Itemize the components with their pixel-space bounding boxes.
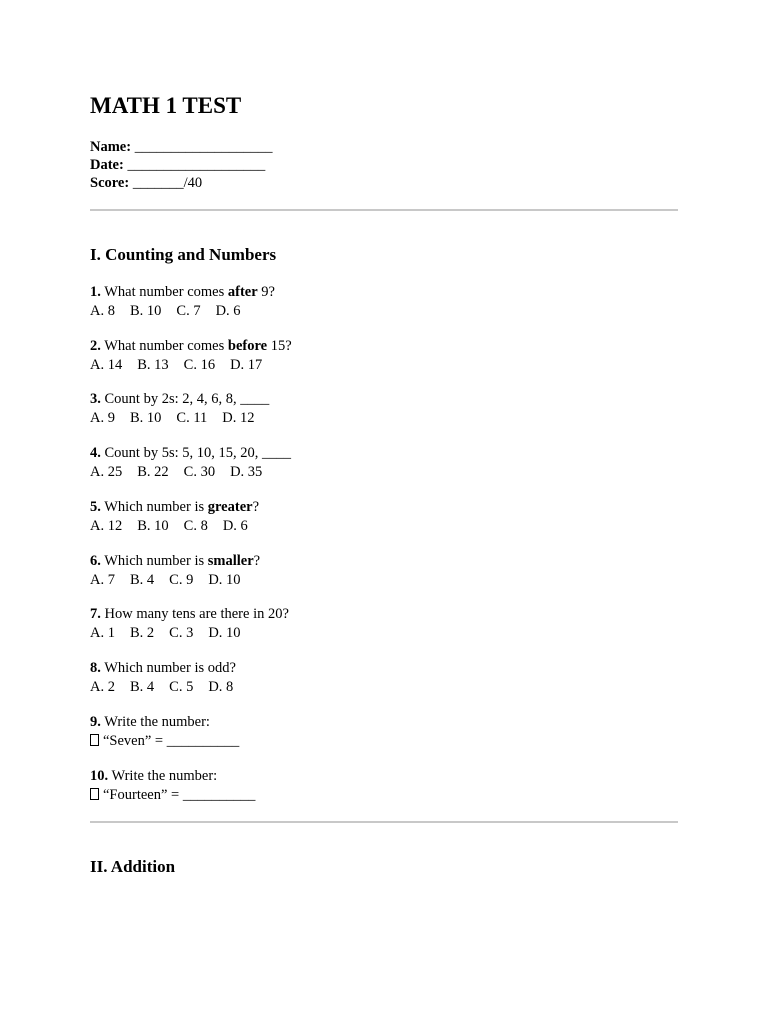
question-text: Which number is odd?: [104, 660, 236, 676]
question-text: Which number is: [104, 499, 205, 515]
option-c[interactable]: C. 5: [169, 678, 194, 695]
question-text: What number comes: [104, 338, 225, 354]
divider-bottom: [90, 821, 678, 823]
question-1-text: [90, 283, 275, 302]
option-b[interactable]: B. 10: [137, 517, 169, 534]
question-number: 3.: [90, 391, 101, 407]
question-5: [90, 498, 263, 535]
page-title: MATH 1 TEST: [90, 93, 242, 118]
question-number: 5.: [90, 499, 101, 515]
option-b[interactable]: B. 2: [129, 624, 155, 641]
question-text-end: ?: [252, 499, 259, 515]
question-number: 6.: [90, 553, 101, 569]
question-6-options: [90, 571, 260, 590]
question-number: 1.: [90, 284, 101, 300]
question-number: 9.: [90, 714, 101, 730]
option-a[interactable]: A. 12: [90, 517, 123, 534]
question-text: Write the number:: [111, 768, 218, 784]
option-a[interactable]: A. 9: [90, 409, 115, 426]
question-text-end: 9?: [261, 284, 275, 300]
checkbox-icon[interactable]: [90, 734, 99, 746]
question-1-options: [90, 302, 275, 321]
question-text: Count by 5s: 5, 10, 15, 20, ____: [104, 445, 291, 461]
emphasis-word: before: [227, 338, 268, 354]
score-label: Score:: [90, 175, 130, 191]
option-d[interactable]: D. 10: [208, 571, 241, 588]
option-d[interactable]: D. 12: [222, 409, 255, 426]
question-5-options: [90, 517, 263, 536]
section-title-counting: I. Counting and Numbers: [90, 245, 277, 264]
option-c[interactable]: C. 11: [176, 409, 208, 426]
option-c[interactable]: C. 3: [169, 624, 194, 641]
option-a[interactable]: A. 25: [90, 463, 123, 480]
question-8-options: [90, 678, 248, 697]
answer-line[interactable]: “Seven” = __________: [103, 732, 240, 749]
date-field[interactable]: ___________________: [127, 157, 266, 173]
question-10: [90, 767, 255, 804]
option-a[interactable]: A. 8: [90, 302, 115, 319]
emphasis-word: after: [227, 284, 258, 300]
question-4: [90, 444, 291, 481]
score-row: [90, 174, 272, 192]
question-10-answer: [90, 786, 255, 805]
question-10-text: [90, 767, 255, 786]
question-number: 8.: [90, 660, 101, 676]
option-a[interactable]: A. 14: [90, 356, 123, 373]
checkbox-icon[interactable]: [90, 788, 99, 800]
date-label: Date:: [90, 157, 124, 173]
question-6: [90, 552, 260, 589]
question-2-text: [90, 337, 292, 356]
score-field[interactable]: _______: [132, 175, 184, 191]
student-info: [90, 138, 272, 192]
question-3-text: [90, 390, 270, 409]
divider-top: [90, 209, 678, 211]
question-1: [90, 283, 275, 320]
option-d[interactable]: D. 35: [230, 463, 263, 480]
emphasis-word: greater: [207, 499, 253, 515]
option-b[interactable]: B. 10: [129, 302, 162, 319]
option-b[interactable]: B. 10: [129, 409, 162, 426]
question-text: Count by 2s: 2, 4, 6, 8, ____: [104, 391, 270, 407]
option-a[interactable]: A. 7: [90, 571, 115, 588]
question-7-options: [90, 624, 289, 643]
question-text: What number comes: [104, 284, 225, 300]
question-9-answer: [90, 732, 239, 751]
option-c[interactable]: C. 8: [183, 517, 208, 534]
option-b[interactable]: B. 13: [137, 356, 169, 373]
emphasis-word: smaller: [207, 553, 254, 569]
date-row: [90, 156, 272, 174]
question-7-text: [90, 605, 289, 624]
question-number: 4.: [90, 445, 101, 461]
question-text: How many tens are there in 20?: [104, 606, 289, 622]
score-total: /40: [183, 175, 203, 191]
question-2: [90, 337, 292, 374]
question-4-text: [90, 444, 291, 463]
question-4-options: [90, 463, 291, 482]
question-text: Which number is: [104, 553, 205, 569]
question-text-end: 15?: [270, 338, 292, 354]
question-7: [90, 605, 289, 642]
question-text-end: ?: [253, 553, 261, 569]
option-a[interactable]: A. 1: [90, 624, 115, 641]
option-d[interactable]: D. 6: [222, 517, 248, 534]
name-field[interactable]: ___________________: [134, 139, 273, 155]
option-a[interactable]: A. 2: [90, 678, 115, 695]
option-d[interactable]: D. 8: [208, 678, 234, 695]
question-9: [90, 713, 239, 750]
option-d[interactable]: D. 10: [208, 624, 241, 641]
option-b[interactable]: B. 22: [137, 463, 169, 480]
option-d[interactable]: D. 17: [230, 356, 263, 373]
option-c[interactable]: C. 9: [169, 571, 194, 588]
question-text: Write the number:: [104, 714, 210, 730]
question-6-text: [90, 552, 260, 571]
option-b[interactable]: B. 4: [129, 678, 155, 695]
question-3-options: [90, 409, 270, 428]
name-label: Name:: [90, 139, 132, 155]
question-number: 10.: [90, 768, 109, 784]
option-b[interactable]: B. 4: [129, 571, 155, 588]
answer-line[interactable]: “Fourteen” = __________: [103, 786, 256, 803]
question-3: [90, 390, 270, 427]
section-title-addition: II. Addition: [90, 857, 176, 876]
option-d[interactable]: D. 6: [215, 302, 241, 319]
option-c[interactable]: C. 7: [176, 302, 201, 319]
question-5-text: [90, 498, 263, 517]
name-row: [90, 138, 272, 156]
question-8-text: [90, 659, 248, 678]
option-c[interactable]: C. 30: [183, 463, 216, 480]
question-9-text: [90, 713, 239, 732]
question-2-options: [90, 356, 292, 375]
option-c[interactable]: C. 16: [183, 356, 216, 373]
question-number: 7.: [90, 606, 101, 622]
question-number: 2.: [90, 338, 101, 354]
question-8: [90, 659, 248, 696]
